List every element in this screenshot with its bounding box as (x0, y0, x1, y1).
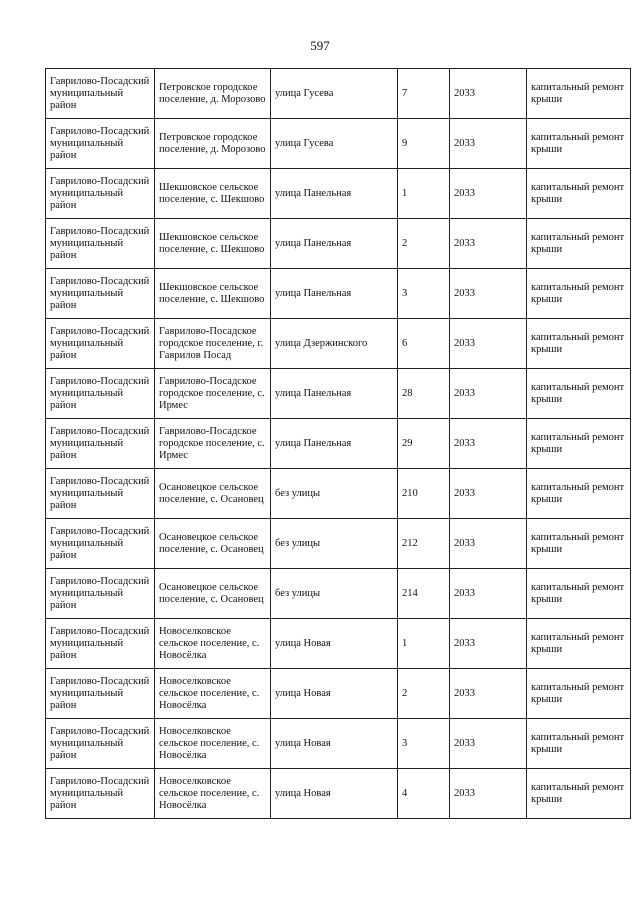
year-cell: 2033 (450, 469, 527, 519)
year-cell: 2033 (450, 419, 527, 469)
settlement-cell: Новоселковское сельское поселение, с. Новосёлка (155, 619, 271, 669)
settlement-cell: Шекшовское сельское поселение, с. Шекшово (155, 219, 271, 269)
work-type-cell: капитальный ремонт крыши (527, 719, 631, 769)
settlement-cell: Петровское городское поселение, д. Морозово (155, 119, 271, 169)
year-cell: 2033 (450, 369, 527, 419)
district-cell: Гаврилово-Посадский муниципальный район (46, 69, 155, 119)
street-cell: без улицы (271, 469, 398, 519)
district-cell: Гаврилово-Посадский муниципальный район (46, 319, 155, 369)
settlement-cell: Новоселковское сельское поселение, с. Новосёлка (155, 719, 271, 769)
table-row (46, 469, 631, 519)
work-type-cell: капитальный ремонт крыши (527, 769, 631, 819)
district-cell: Гаврилово-Посадский муниципальный район (46, 119, 155, 169)
work-type-cell: капитальный ремонт крыши (527, 169, 631, 219)
year-cell: 2033 (450, 719, 527, 769)
year-cell: 2033 (450, 219, 527, 269)
district-cell: Гаврилово-Посадский муниципальный район (46, 369, 155, 419)
street-cell: улица Панельная (271, 269, 398, 319)
housing-repair-table (45, 68, 631, 819)
settlement-cell: Новоселковское сельское поселение, с. Новосёлка (155, 669, 271, 719)
work-type-cell: капитальный ремонт крыши (527, 119, 631, 169)
house-number-cell: 1 (398, 169, 450, 219)
settlement-cell: Осановецкое сельское поселение, с. Осановец (155, 469, 271, 519)
district-cell: Гаврилово-Посадский муниципальный район (46, 419, 155, 469)
street-cell: улица Новая (271, 619, 398, 669)
district-cell: Гаврилово-Посадский муниципальный район (46, 469, 155, 519)
street-cell: улица Дзержинского (271, 319, 398, 369)
settlement-cell: Шекшовское сельское поселение, с. Шекшово (155, 169, 271, 219)
table-row (46, 719, 631, 769)
table-row (46, 419, 631, 469)
house-number-cell: 7 (398, 69, 450, 119)
table-row (46, 169, 631, 219)
year-cell: 2033 (450, 669, 527, 719)
year-cell: 2033 (450, 519, 527, 569)
table-row (46, 769, 631, 819)
street-cell: улица Панельная (271, 169, 398, 219)
street-cell: без улицы (271, 519, 398, 569)
settlement-cell: Новоселковское сельское поселение, с. Новосёлка (155, 769, 271, 819)
house-number-cell: 214 (398, 569, 450, 619)
table-row (46, 319, 631, 369)
street-cell: улица Гусева (271, 69, 398, 119)
house-number-cell: 1 (398, 619, 450, 669)
settlement-cell: Шекшовское сельское поселение, с. Шекшово (155, 269, 271, 319)
table-row (46, 519, 631, 569)
district-cell: Гаврилово-Посадский муниципальный район (46, 219, 155, 269)
settlement-cell: Осановецкое сельское поселение, с. Осановец (155, 569, 271, 619)
house-number-cell: 210 (398, 469, 450, 519)
work-type-cell: капитальный ремонт крыши (527, 219, 631, 269)
district-cell: Гаврилово-Посадский муниципальный район (46, 569, 155, 619)
work-type-cell: капитальный ремонт крыши (527, 469, 631, 519)
house-number-cell: 28 (398, 369, 450, 419)
table-row (46, 619, 631, 669)
work-type-cell: капитальный ремонт крыши (527, 369, 631, 419)
street-cell: улица Панельная (271, 219, 398, 269)
street-cell: улица Новая (271, 719, 398, 769)
settlement-cell: Гаврилово-Посадское городское поселение, г. Гаврилов Посад (155, 319, 271, 369)
work-type-cell: капитальный ремонт крыши (527, 319, 631, 369)
table-row (46, 69, 631, 119)
year-cell: 2033 (450, 69, 527, 119)
work-type-cell: капитальный ремонт крыши (527, 669, 631, 719)
table-row (46, 569, 631, 619)
table-row (46, 669, 631, 719)
work-type-cell: капитальный ремонт крыши (527, 69, 631, 119)
table-body (46, 69, 631, 819)
house-number-cell: 6 (398, 319, 450, 369)
work-type-cell: капитальный ремонт крыши (527, 519, 631, 569)
settlement-cell: Петровское городское поселение, д. Морозово (155, 69, 271, 119)
year-cell: 2033 (450, 169, 527, 219)
district-cell: Гаврилово-Посадский муниципальный район (46, 169, 155, 219)
district-cell: Гаврилово-Посадский муниципальный район (46, 669, 155, 719)
year-cell: 2033 (450, 619, 527, 669)
house-number-cell: 4 (398, 769, 450, 819)
year-cell: 2033 (450, 319, 527, 369)
district-cell: Гаврилово-Посадский муниципальный район (46, 769, 155, 819)
house-number-cell: 3 (398, 719, 450, 769)
street-cell: улица Панельная (271, 419, 398, 469)
work-type-cell: капитальный ремонт крыши (527, 619, 631, 669)
house-number-cell: 212 (398, 519, 450, 569)
table-row (46, 219, 631, 269)
house-number-cell: 29 (398, 419, 450, 469)
work-type-cell: капитальный ремонт крыши (527, 419, 631, 469)
table-row (46, 269, 631, 319)
year-cell: 2033 (450, 769, 527, 819)
table-row (46, 369, 631, 419)
house-number-cell: 3 (398, 269, 450, 319)
house-number-cell: 9 (398, 119, 450, 169)
street-cell: без улицы (271, 569, 398, 619)
work-type-cell: капитальный ремонт крыши (527, 569, 631, 619)
district-cell: Гаврилово-Посадский муниципальный район (46, 269, 155, 319)
page-number: 597 (310, 38, 330, 53)
settlement-cell: Осановецкое сельское поселение, с. Осановец (155, 519, 271, 569)
house-number-cell: 2 (398, 219, 450, 269)
year-cell: 2033 (450, 269, 527, 319)
district-cell: Гаврилово-Посадский муниципальный район (46, 619, 155, 669)
district-cell: Гаврилово-Посадский муниципальный район (46, 519, 155, 569)
house-number-cell: 2 (398, 669, 450, 719)
year-cell: 2033 (450, 569, 527, 619)
settlement-cell: Гаврилово-Посадское городское поселение, с. Ирмес (155, 369, 271, 419)
year-cell: 2033 (450, 119, 527, 169)
district-cell: Гаврилово-Посадский муниципальный район (46, 719, 155, 769)
street-cell: улица Панельная (271, 369, 398, 419)
table-row (46, 119, 631, 169)
street-cell: улица Новая (271, 769, 398, 819)
settlement-cell: Гаврилово-Посадское городское поселение, с. Ирмес (155, 419, 271, 469)
street-cell: улица Новая (271, 669, 398, 719)
street-cell: улица Гусева (271, 119, 398, 169)
work-type-cell: капитальный ремонт крыши (527, 269, 631, 319)
